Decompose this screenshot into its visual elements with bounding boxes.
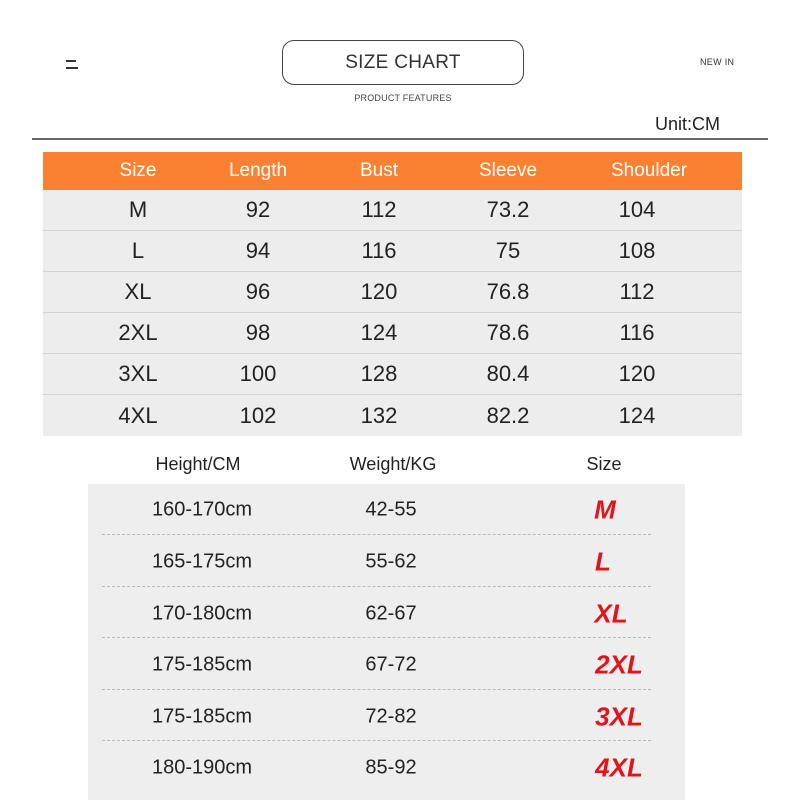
table-cell: 124 (360, 320, 398, 345)
weight-cell: 72-82 (365, 705, 417, 728)
size-cell: L (595, 546, 611, 577)
size-cell: 3XL (595, 701, 643, 732)
table-cell: 98 (245, 320, 271, 345)
row-divider (102, 689, 651, 690)
column-header-sleeve: Sleeve (478, 160, 538, 181)
table-row (88, 742, 685, 794)
table-cell: 128 (360, 361, 398, 386)
table-cell: 3XL (118, 361, 158, 386)
height-cell: 165-175cm (151, 550, 253, 573)
table-cell: 75 (495, 238, 521, 263)
table-cell: 120 (618, 361, 656, 386)
weight-cell: 85-92 (365, 756, 417, 779)
table-cell: 96 (245, 279, 271, 304)
table-cell: XL (124, 279, 152, 304)
size-cell: M (594, 494, 616, 525)
size-cell: XL (594, 598, 628, 629)
table-row (43, 354, 742, 395)
table-row (43, 313, 742, 354)
table-cell: 124 (618, 402, 656, 428)
table-cell: 4XL (118, 402, 158, 428)
table-cell: 78.6 (486, 320, 530, 345)
size-chart-table (43, 152, 742, 436)
weight-cell: 67-72 (365, 653, 417, 676)
page-subtitle: PRODUCT FEATURES (354, 93, 452, 103)
table-cell: 94 (245, 238, 271, 263)
fit-header-size: Size (586, 454, 622, 474)
size-cell: 4XL (595, 752, 643, 783)
table-row (43, 231, 742, 272)
table-cell: 73.2 (486, 197, 530, 222)
table-cell: 2XL (118, 320, 158, 345)
table-row (43, 190, 742, 231)
fit-guide-table (88, 484, 685, 800)
table-cell: 132 (360, 402, 398, 428)
height-cell: 175-185cm (151, 705, 253, 728)
table-row (88, 639, 685, 691)
hamburger-icon[interactable] (66, 60, 78, 69)
table-cell: 100 (239, 361, 277, 386)
column-header-bust: Bust (359, 160, 399, 181)
column-header-size: Size (119, 160, 157, 181)
height-cell: 180-190cm (151, 756, 253, 779)
fit-header-height: Height/CM (155, 454, 241, 474)
table-cell: 102 (239, 402, 277, 428)
table-cell: M (128, 197, 148, 222)
row-divider (102, 534, 651, 535)
unit-label: Unit:CM (654, 114, 720, 134)
table-cell: 112 (361, 197, 397, 222)
row-divider (102, 637, 651, 638)
weight-cell: 42-55 (365, 498, 417, 521)
table-row (88, 588, 685, 640)
height-cell: 170-180cm (151, 602, 253, 625)
table-cell: 76.8 (486, 279, 530, 304)
table-cell: 82.2 (486, 402, 530, 428)
table-row (43, 395, 742, 436)
table-cell: 112 (619, 279, 655, 304)
fit-header-weight: Weight/KG (349, 454, 437, 474)
table-row (88, 536, 685, 588)
column-header-shoulder: Shoulder (610, 160, 688, 181)
height-cell: 160-170cm (151, 498, 253, 521)
table-cell: 92 (245, 197, 271, 222)
size-chart-header (43, 152, 742, 190)
table-cell: 116 (361, 238, 397, 263)
divider (32, 138, 768, 140)
page-title: SIZE CHART (282, 40, 524, 85)
table-cell: 120 (360, 279, 398, 304)
table-cell: L (131, 238, 145, 263)
row-divider (102, 740, 651, 741)
table-cell: 108 (618, 238, 656, 263)
table-cell: 116 (619, 320, 655, 345)
weight-cell: 55-62 (365, 550, 417, 573)
size-cell: 2XL (595, 649, 643, 680)
table-row (43, 272, 742, 313)
new-in-link[interactable]: NEW IN (700, 57, 735, 67)
weight-cell: 62-67 (365, 602, 417, 625)
table-cell: 80.4 (486, 361, 530, 386)
row-divider (102, 586, 651, 587)
table-cell: 104 (618, 197, 656, 222)
height-cell: 175-185cm (151, 653, 253, 676)
table-row (88, 484, 685, 536)
table-row (88, 691, 685, 743)
column-header-length: Length (228, 160, 288, 181)
